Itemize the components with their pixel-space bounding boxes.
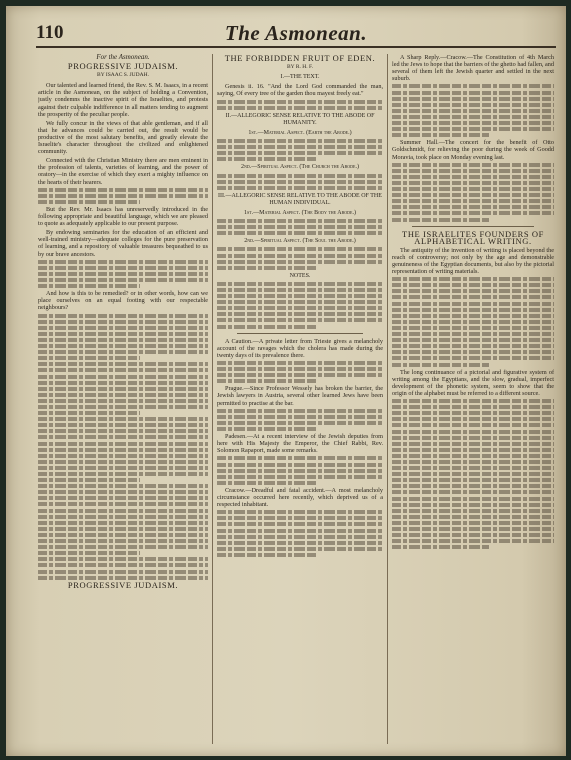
text-line [392,436,554,440]
text-line [217,294,383,298]
newspaper-page [6,6,566,756]
text-line [38,435,208,439]
text-line [217,151,383,155]
text-line [392,320,554,324]
text-line [38,472,208,476]
text-line [392,133,489,137]
text-line [38,454,208,458]
text-line [392,175,554,179]
text-line [217,260,383,264]
paragraph: The antiquity of the invention of writing is placed beyond the reach of controversy; not only by the age and demonstrable genuineness of the Egyptian documents, but also by the pictorial representation of writing materials. [392,246,554,275]
text-line [38,356,140,360]
text-line [38,423,208,427]
text-line [392,218,489,222]
article-byline: BY R. H. F. [287,64,313,71]
text-line [217,247,383,251]
text-line [392,399,554,403]
text-line [217,535,383,539]
text-line [392,430,554,434]
text-line [217,174,383,178]
text-line [392,490,554,494]
text-line [392,350,554,354]
text-line [392,503,554,507]
text-line [392,363,489,367]
text-line [38,332,208,336]
text-line [392,181,554,185]
column-left [38,54,213,744]
text-line [38,411,140,415]
section-heading: III.—ALLEGORIC SENSE RELATIVE TO THE ABODE OF THE HUMAN INDIVIDUAL. [218,192,382,206]
text-line [217,469,383,473]
text-line [217,547,383,551]
page-header [36,22,556,48]
text-line [38,521,208,525]
text-line [217,379,317,383]
text-line [392,484,554,488]
text-line [38,272,208,276]
text-line [392,289,554,293]
text-line [38,362,208,366]
text-line [392,199,554,203]
text-line [38,460,208,464]
text-line [217,306,383,310]
text-line [217,516,383,520]
text-line [392,417,554,421]
text-line [38,448,208,452]
text-line [38,545,208,549]
paragraph: Genesis ii. 16. "And the Lord God commanded the man, saying, Of every tree of the garden thou mayest freely eat." [217,83,383,98]
text-line [38,551,140,555]
text-line [217,463,383,467]
text-line [38,502,208,506]
text-line [38,557,208,561]
article-title: THE ISRAELITES FOUNDERS OF ALPHABETICAL WRITING. [402,228,544,246]
text-line [217,139,383,143]
text-line [392,515,554,519]
section-heading: 1st.—Material Aspect. (Earth the Abode.) [248,129,352,136]
paragraph: Prague.—Since Professor Wessely has broken the barrier, the Jewish lawyers in Austria, several other learned Jews have been permitted to practise at the bar. [217,385,383,407]
text-line [38,478,140,482]
text-line [392,497,554,501]
text-line [217,325,317,329]
text-line [217,522,383,526]
text-line [392,405,554,409]
text-line [38,381,208,385]
text-line [217,186,383,190]
text-line [38,563,208,567]
text-line [392,509,554,513]
text-line [38,350,208,354]
article-byline: BY ISAAC S. JUDAH. [97,72,149,79]
text-line [38,368,208,372]
text-line [392,521,554,525]
text-line [38,417,208,421]
paragraph: But the Rev. Mr. Isaacs has unreservedly introduced in the following appropriate and beautiful language, which we are pleased to quote as adequately applicable to our present purpose. [38,205,208,228]
text-line [392,326,554,330]
text-line [392,460,554,464]
text-line [392,442,554,446]
text-line [38,387,208,391]
text-line [38,266,208,270]
text-line [392,478,554,482]
text-line [217,288,383,292]
text-line [217,415,383,419]
text-line [392,411,554,415]
text-line [392,103,554,107]
text-line [38,188,208,192]
article-title: PROGRESSIVE JUDAISM. [67,61,179,72]
text-line [38,344,208,348]
text-line [392,205,554,209]
text-line [217,373,383,377]
text-line [392,314,554,318]
text-line [392,423,554,427]
text-line [392,454,554,458]
text-line [217,456,383,460]
text-line [38,200,140,204]
section-heading: II.—ALLEGORIC SENSE RELATIVE TO THE ABODE OF HUMANITY. [225,112,375,126]
text-line [38,484,208,488]
paragraph: And how is this to be remedied? or in other words, how can we place ourselves on an equal footing with our respectable neighbours? [38,290,208,312]
text-line [392,356,554,360]
text-line [38,533,208,537]
text-line [392,533,554,537]
text-line [217,475,383,479]
text-line [38,338,208,342]
paragraph: By endowing seminaries for the education of an efficient and well-trained ministry—adequate colleges for the pure preservation of learning, and a repository of valuable treasures bequeathed to us by our brave ancestors. [38,229,208,258]
article-credit: For the Asmonean. [96,54,150,61]
text-line [38,429,208,433]
text-line [392,539,554,543]
paragraph: We fully concur in the views of that able gentleman, and if all that he advances could be carried out, the result would be productive of the most salutary benefits, and greatly elevate the Israelite's character throughout the civilized and enlightened community. [38,119,208,156]
text-line [217,145,383,149]
paragraph: Our talented and learned friend, the Rev. S. M. Isaacs, in a recent article in the Asmonean, on the subject of holding a Convention, justly condemns the inactive spirit of the Israelites, and protests against their culpable indifference in all matters tending to augment the prosperity of the peculiar people. [38,82,208,118]
text-line [38,539,208,543]
text-line [392,344,554,348]
text-line [217,225,383,229]
text-line [392,97,554,101]
text-line [217,219,383,223]
section-heading: 2nd.—Spiritual Aspect. (The Church the Abode.) [240,164,359,171]
paragraph: A Caution.—A private letter from Trieste gives a melancholy account of the ravages which the cholera has made during the twenty days of its prevalence there. [217,337,383,359]
text-line [392,295,554,299]
text-line [392,121,554,125]
text-line [38,375,208,379]
text-line [392,332,554,336]
text-line [38,496,208,500]
text-line [392,308,554,312]
closing-title: PROGRESSIVE JUDAISM. [67,579,179,590]
text-line [38,490,208,494]
text-line [38,515,208,519]
text-line [217,231,383,235]
divider [412,226,534,227]
text-line [38,405,208,409]
text-line [392,527,554,531]
text-line [392,283,554,287]
text-line [217,282,383,286]
text-line [38,194,208,198]
text-line [392,84,554,88]
text-line [392,187,554,191]
text-line [392,193,554,197]
text-line [38,284,140,288]
text-line [392,115,554,119]
text-line [38,466,208,470]
text-line [217,553,317,557]
column-right [392,54,554,744]
text-line [38,399,208,403]
text-line [217,312,383,316]
paragraph: Cracow.—Dreadful and fatal accident.—A most melancholy circumstance occurred here recently, which deprived us of a respected inhabitant. [217,486,383,509]
text-line [217,361,383,365]
text-line [392,448,554,452]
text-line [38,570,208,574]
text-line [217,541,383,545]
text-line [217,367,383,371]
text-line [217,510,383,514]
section-heading: 2nd.—Spiritual Aspect. (The Soul the Abode.) [244,238,356,245]
text-line [392,91,554,95]
text-line [392,109,554,113]
text-line [38,260,208,264]
page-number: 110 [36,22,64,43]
article-title: THE FORBIDDEN FRUIT OF EDEN. [224,54,376,63]
text-line [217,254,383,258]
text-line [392,338,554,342]
paragraph: The long continuance of a pictorial and figurative system of writing among the Egyptians, and the slow, gradual, imperfect development of the phonetic system, seem to show that the origin of the alphabet must be referred to a different source. [392,368,554,397]
column-middle [217,54,388,744]
text-line [217,427,317,431]
text-line [38,393,208,397]
text-line [217,100,383,104]
text-line [217,421,383,425]
text-line [38,326,208,330]
paragraph: Summer Hall.—The concert for the benefit of Otto Goldschmidt, for relieving the poor during the week of Goodd Moravia, took place on Monday evening last. [392,139,554,161]
text-line [217,481,317,485]
text-line [392,163,554,167]
text-line [217,409,383,413]
text-line [217,300,383,304]
paragraph: Padesen.—At a recent interview of the Jewish deputies from here with His Majesty the Emperor, the Chief Rabbi, Rev. Solomon Rapaport, made some remarks. [217,433,383,455]
text-line [38,278,208,282]
text-line [38,527,208,531]
text-line [38,442,208,446]
section-heading: NOTES. [289,272,311,279]
divider [237,333,363,334]
text-line [392,466,554,470]
section-heading: I.—THE TEXT. [280,74,320,81]
text-line [392,277,554,281]
text-line [392,169,554,173]
text-line [217,318,383,322]
section-heading: 1st.—Material Aspect. (The Body the Abode.) [244,209,356,216]
text-line [217,180,383,184]
paragraph: Connected with the Christian Ministry there are men eminent in the profession of talents, varieties of learning, and the power of oratory—in the exercise of which they exert a mighty influence on the hearts of their hearers. [38,157,208,186]
text-line [38,576,208,580]
text-line [217,157,317,161]
text-line [217,266,317,270]
text-line [38,314,208,318]
masthead: The Asmonean. [224,21,368,45]
text-line [392,127,554,131]
text-line [392,472,554,476]
text-line [38,320,208,324]
text-line [392,545,489,549]
text-line [217,529,383,533]
text-line [217,106,383,110]
text-line [392,302,554,306]
paragraph: A Sharp Reply.—Cracow.—The Constitution of 4th March led the Jews to hope that the barriers of the ghetto had fallen, and several of them left the Jewish quarter and settled in the next suburb. [392,54,554,83]
text-line [38,509,208,513]
text-line [392,211,554,215]
